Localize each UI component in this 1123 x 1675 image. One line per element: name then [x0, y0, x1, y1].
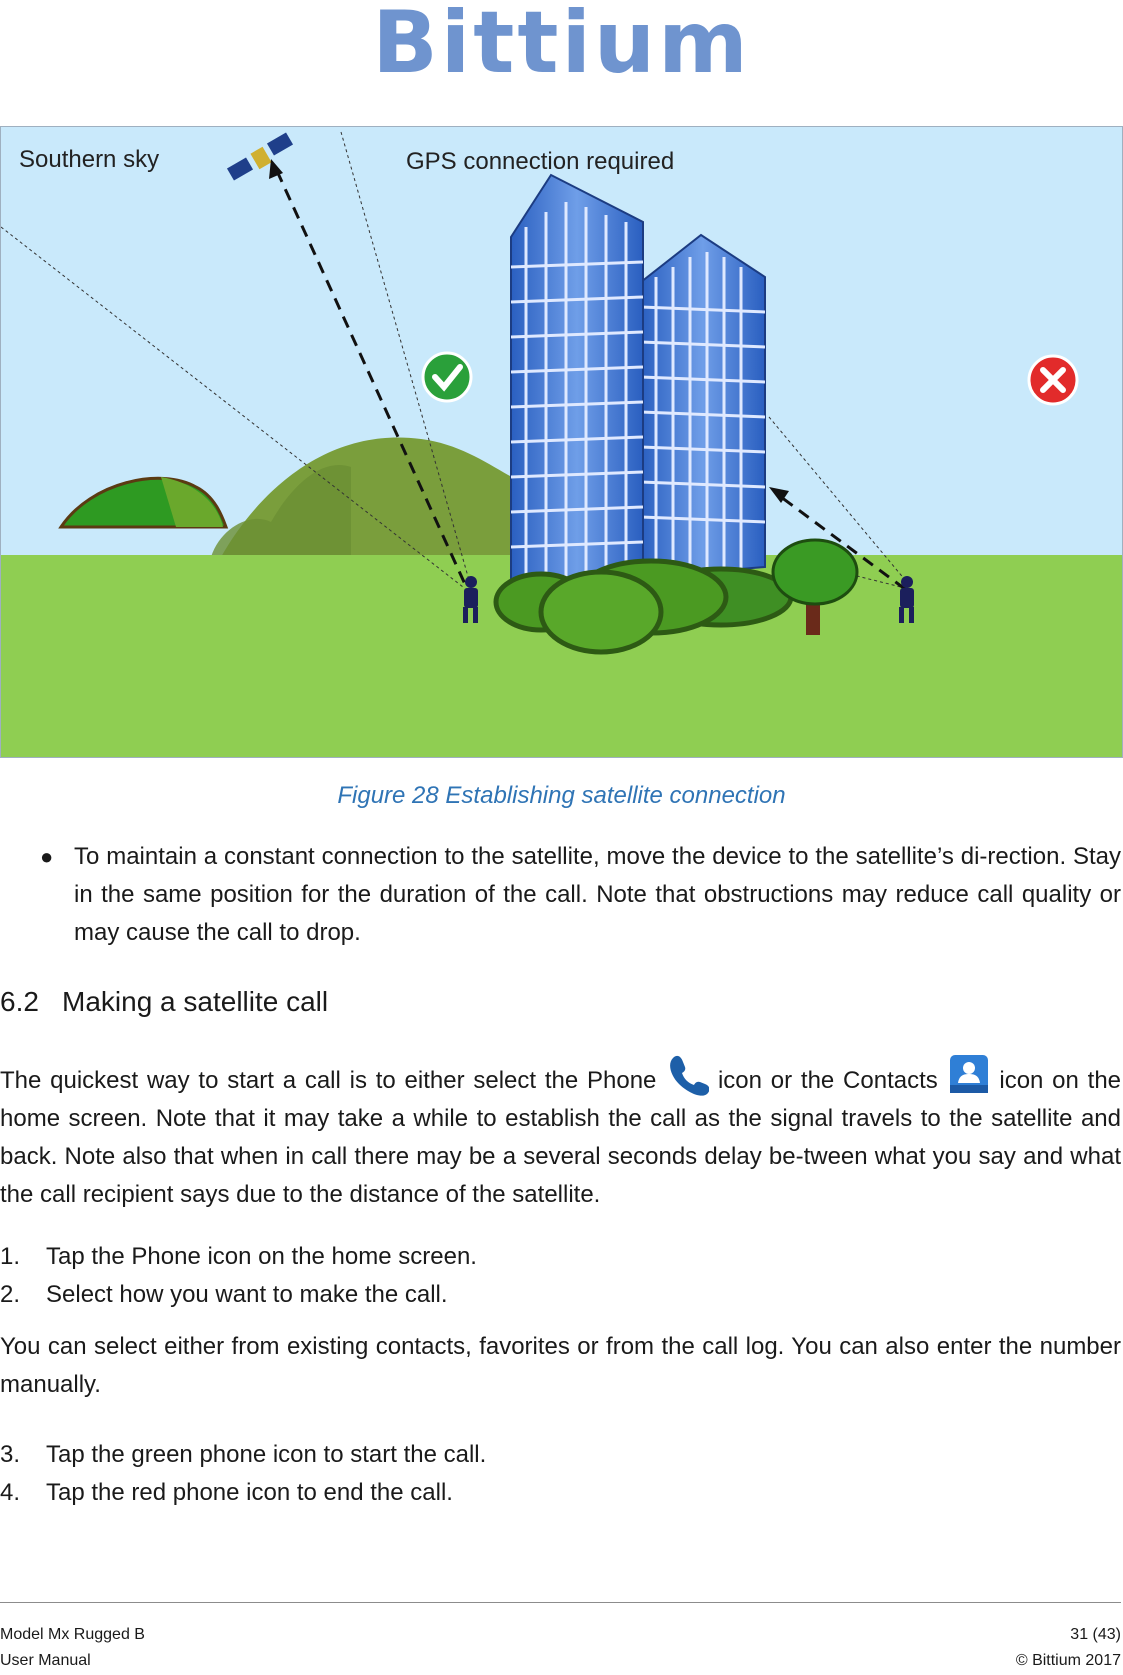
- list-item: 3. Tap the green phone icon to start the call.: [0, 1441, 487, 1468]
- label-gps-required: GPS connection required: [406, 148, 675, 175]
- section-number: 6.2: [0, 986, 39, 1017]
- bullet-item: [36, 838, 1121, 952]
- satellite-connection-figure: [0, 126, 1123, 758]
- building-right: [641, 235, 765, 577]
- section-heading: [0, 986, 328, 1018]
- intro-paragraph: [0, 1052, 1121, 1214]
- contacts-icon: [947, 1052, 991, 1096]
- footer-manual: User Manual: [0, 1652, 91, 1669]
- steps-list-2: [0, 1436, 1121, 1512]
- intro-part1: The quickest way to start a call is to either select the Phone: [0, 1067, 666, 1094]
- footer-copyright: © Bittium 2017: [1015, 1652, 1121, 1669]
- label-southern-sky: Southern sky: [19, 146, 160, 173]
- intro-part3: icon on the home screen. Note that it may take a while to establish the call as the signal travels to the satellite and back. Note also that when in call there may be a several seconds delay be-tween what you say and what the call recipient says due to the distance of the satellite.: [0, 1067, 1122, 1208]
- footer-divider: [0, 1602, 1121, 1603]
- bittium-logo: Bittium: [372, 0, 751, 93]
- building-left: [511, 175, 643, 582]
- selection-paragraph: You can select either from existing contacts, favorites or from the call log. You can also enter the number manually.: [0, 1333, 1121, 1398]
- bullet-icon: ●: [40, 844, 54, 869]
- check-icon: [423, 353, 471, 401]
- steps-list-1: [0, 1238, 1121, 1314]
- list-item: 2. Select how you want to make the call.: [0, 1281, 448, 1308]
- list-item: 4. Tap the red phone icon to end the call.: [0, 1479, 453, 1506]
- section-title: Making a satellite call: [62, 986, 329, 1017]
- figure-caption: Figure 28 Establishing satellite connection: [337, 782, 786, 809]
- phone-icon: [665, 1052, 709, 1096]
- cross-icon: [1029, 356, 1077, 404]
- footer-model: Model Mx Rugged B: [0, 1626, 145, 1643]
- list-item: 1. Tap the Phone icon on the home screen.: [0, 1243, 477, 1270]
- footer-page-number: 31 (43): [1070, 1626, 1121, 1643]
- bullet-text: To maintain a constant connection to the satellite, move the device to the satellite’s di-rection. Stay in the same position for the duration of the call. Note that obstructions may reduce call quality or may cause the call to drop.: [74, 843, 1121, 946]
- intro-part2: icon or the Contacts: [717, 1067, 947, 1094]
